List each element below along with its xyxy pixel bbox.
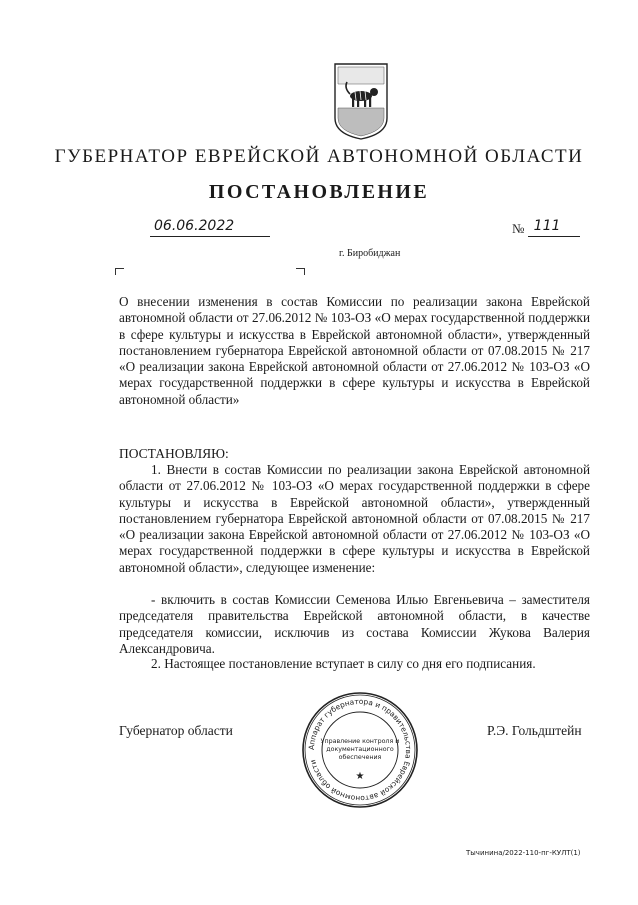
stamp-ring-text: Аппарат губернатора и правительства Еврейской автономной области — [306, 696, 414, 804]
stamp-center-line-3: обеспечения — [338, 754, 382, 761]
organization-title: ГУБЕРНАТОР ЕВРЕЙСКОЙ АВТОНОМНОЙ ОБЛАСТИ — [54, 146, 584, 167]
number-sign: № — [512, 221, 525, 236]
decree-word: ПОСТАНОВЛЯЮ: — [119, 446, 229, 461]
stamp-center-line-2: документационного — [326, 746, 394, 753]
decree-item-2: 2. Настоящее постановление вступает в силу со дня его подписания. — [151, 656, 536, 671]
footer-document-code: Тычинина/2022-110-пг-КУЛТ(1) — [466, 849, 581, 857]
document-number-field — [512, 218, 580, 238]
coat-of-arms-icon — [333, 62, 389, 140]
document-type-heading: ПОСТАНОВЛЕНИЕ — [208, 181, 430, 203]
city-label: г. Биробиджан — [339, 248, 401, 259]
signer-title: Губернатор области — [119, 723, 233, 738]
document-date: 06.06.2022 — [150, 218, 270, 237]
document-subject: О внесении изменения в состав Комиссии по реализации закона Еврейской автономной области от 27.06.2012 № 103-ОЗ «О мерах государственной поддержки в сфере культуры и искусства в Еврейской автономной области», утвержденный постановлением губернатора Еврейской автономной области от 07.08.2015 № 217 «О реализации закона Еврейской автономной области от 27.06.2012 № 103-ОЗ «О мерах государственной поддержки в сфере культуры и искусства в Еврейской автономной области» — [119, 294, 590, 407]
document-number: 111 — [528, 218, 580, 237]
stamp-center-line-1: Управление контроля и — [320, 738, 400, 745]
decree-subitem: - включить в состав Комиссии Семенова Илью Евгеньевича – заместителя председателя правительства Еврейской автономной области, в качестве председателя комиссии, исключив из состава Комиссии Жукова Валерия Александровича. — [119, 592, 590, 656]
decree-item-1: 1. Внести в состав Комиссии по реализации закона Еврейской автономной области от 27.06.2012 № 103-ОЗ «О мерах государственной поддержки в сфере культуры и искусства в Еврейской автономной области», утвержденный постановлением губернатора Еврейской автономной области от 07.08.2015 № 217 «О реализации закона Еврейской автономной области от 27.06.2012 № 103-ОЗ «О мерах государственной поддержки в сфере культуры и искусства в Еврейской автономной области», следующее изменение: — [119, 462, 590, 575]
subject-corner-left — [115, 268, 124, 275]
signer-name: Р.Э. Гольдштейн — [487, 723, 582, 738]
subject-corner-right — [296, 268, 305, 275]
svg-text:★: ★ — [355, 771, 365, 782]
official-stamp-icon — [300, 690, 420, 810]
